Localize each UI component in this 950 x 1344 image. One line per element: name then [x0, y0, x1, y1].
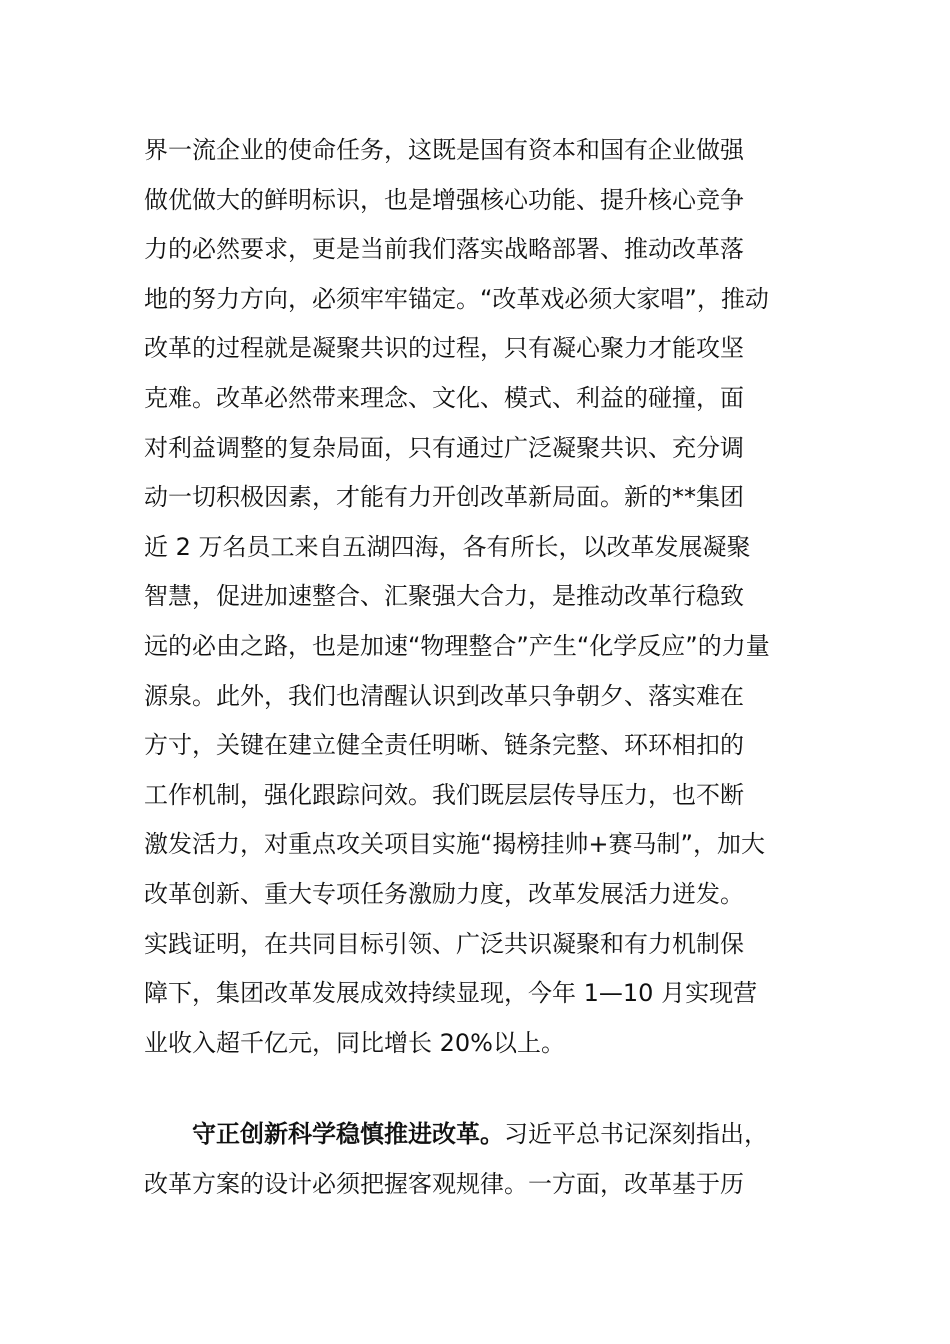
text-line: 改革方案的设计必须把握客观规律。一方面，改革基于历: [144, 1169, 744, 1198]
text-line: 实践证明，在共同目标引领、广泛共识凝聚和有力机制保: [144, 929, 744, 958]
text-line: 方寸，关键在建立健全责任明晰、链条完整、环环相扣的: [144, 731, 744, 760]
text-line: 改革的过程就是凝聚共识的过程，只有凝心聚力才能攻坚: [144, 334, 744, 363]
text-line: 界一流企业的使命任务，这既是国有资本和国有企业做强: [144, 136, 744, 164]
text-line: 业收入超千亿元，同比增长 20%以上。: [144, 1028, 565, 1057]
text-line: 做优做大的鲜明标识，也是增强核心功能、提升核心竞争: [144, 185, 744, 214]
text-line: 对利益调整的复杂局面，只有通过广泛凝聚共识、充分调: [144, 433, 744, 462]
text-line: 智慧，促进加速整合、汇聚强大合力，是推动改革行稳致: [144, 582, 744, 611]
text-line: 近 2 万名员工来自五湖四海，各有所长，以改革发展凝聚: [144, 532, 751, 561]
text-line: 克难。改革必然带来理念、文化、模式、利益的碰撞，面: [144, 383, 744, 412]
paragraph-2: [144, 1110, 814, 1209]
text-line: 力的必然要求，更是当前我们落实战略部署、推动改革落: [144, 235, 744, 264]
text-line: 激发活力，对重点攻关项目实施“揭榜挂帅+赛马制”，加大: [144, 830, 765, 859]
section-heading: 守正创新科学稳慎推进改革。: [192, 1120, 504, 1148]
text-line: 改革创新、重大专项任务激励力度，改革发展活力迸发。: [144, 879, 744, 908]
paragraph-2-first-line: [144, 1110, 814, 1160]
text-line: 工作机制，强化跟踪问效。我们既层层传导压力，也不断: [144, 780, 744, 809]
text-line: 源泉。此外，我们也清醒认识到改革只争朝夕、落实难在: [144, 681, 744, 710]
paragraph-1: [144, 126, 814, 1068]
text-line: 远的必由之路，也是加速“物理整合”产生“化学反应”的力量: [144, 631, 770, 660]
text-line: 障下，集团改革发展成效持续显现，今年 1—10 月实现营: [144, 979, 758, 1008]
text-line: 地的努力方向，必须牢牢锚定。“改革戏必须大家唱”，推动: [144, 284, 769, 313]
text-line: 动一切积极因素，才能有力开创改革新局面。新的**集团: [144, 483, 744, 512]
text-run: 习近平总书记深刻指出，: [504, 1120, 768, 1148]
